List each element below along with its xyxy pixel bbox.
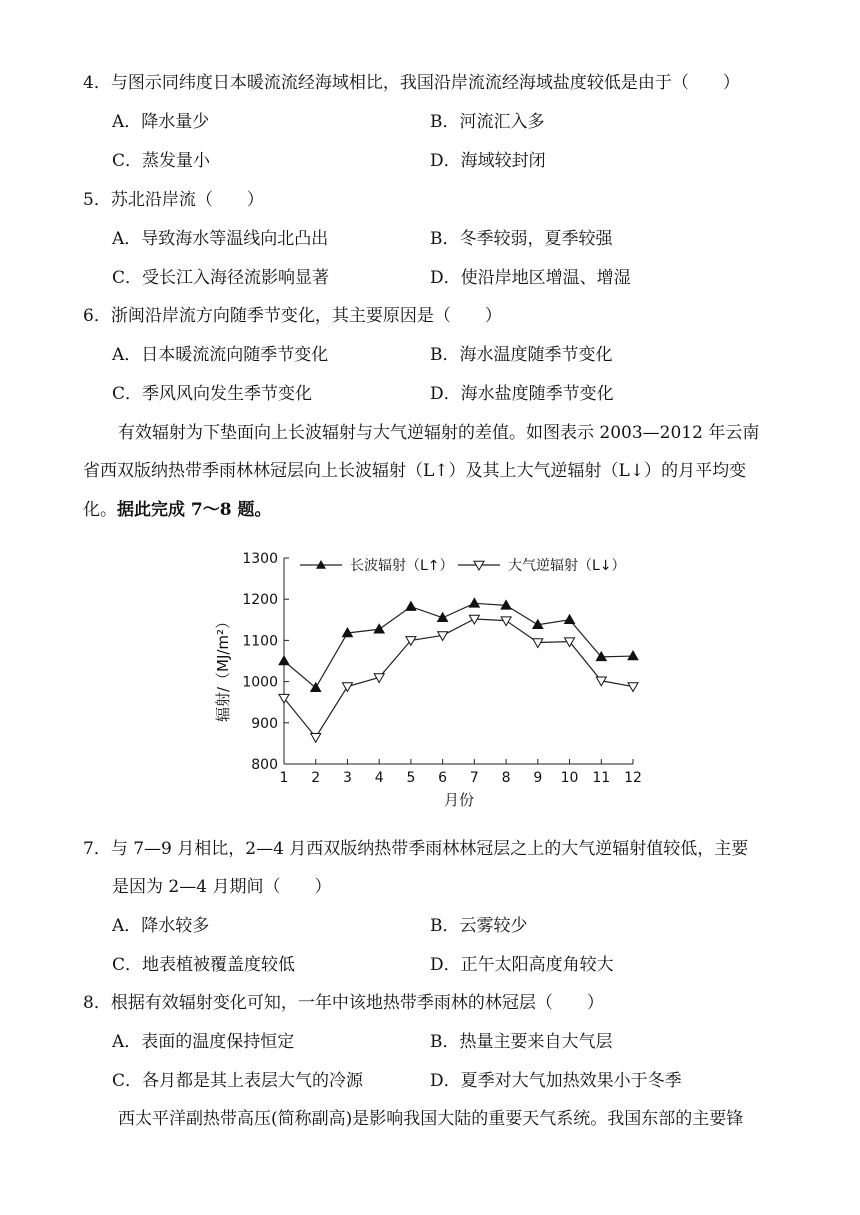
q7-option-b[interactable]: B．云雾较少	[430, 916, 528, 936]
data-point	[628, 683, 638, 692]
q5-option-b[interactable]: B．冬季较弱，夏季较强	[430, 229, 613, 249]
x-tick-label: 2	[311, 770, 321, 786]
intro-paragraph-line-2: 省西双版纳热带季雨林林冠层向上长波辐射（L↑）及其上大气逆辐射（L↓）的月平均变	[83, 461, 747, 481]
y-tick-label: 900	[251, 715, 278, 732]
q6-option-c[interactable]: C．季风风向发生季节变化	[112, 384, 313, 404]
data-point	[311, 733, 321, 742]
y-tick-label: 1200	[242, 592, 278, 609]
data-point	[628, 651, 638, 660]
x-tick-label: 3	[342, 770, 352, 786]
q5-option-d[interactable]: D．使沿岸地区增温、增湿	[430, 268, 631, 288]
data-point	[406, 602, 416, 611]
data-point	[469, 598, 479, 607]
q6-option-a[interactable]: A．日本暖流流向随季节变化	[112, 345, 329, 365]
x-tick-label: 4	[374, 770, 384, 786]
q4-option-d[interactable]: D．海域较封闭	[430, 151, 546, 171]
q5-option-a[interactable]: A．导致海水等温线向北凸出	[112, 229, 329, 249]
chart-ticks	[242, 551, 642, 786]
legend-label: 长波辐射（L↑）	[350, 558, 454, 574]
x-tick-label: 8	[501, 770, 511, 786]
q6-option-d[interactable]: D．海水盐度随季节变化	[430, 384, 614, 404]
series-line	[284, 603, 633, 687]
q8-option-c[interactable]: C．各月都是其上表层大气的冷源	[112, 1071, 364, 1091]
data-point	[374, 624, 384, 633]
x-tick-label: 1	[279, 770, 289, 786]
q6-stem: 6．浙闽沿岸流方向随季节变化，其主要原因是（ ）	[83, 306, 502, 326]
chart-legend	[300, 557, 626, 574]
intro-paragraph-line-1: 有效辐射为下垫面向上长波辐射与大气逆辐射的差值。如图表示 2003—2012 年云南	[118, 423, 760, 443]
q4-option-c[interactable]: C．蒸发量小	[112, 151, 211, 171]
legend-label: 大气逆辐射（L↓）	[508, 558, 626, 574]
q4-stem: 4．与图示同纬度日本暖流流经海域相比，我国沿岸流流经海域盐度较低是由于（ ）	[83, 73, 740, 93]
radiation-line-chart	[200, 540, 670, 825]
x-tick-label: 7	[469, 770, 479, 786]
q8-option-d[interactable]: D．夏季对大气加热效果小于冬季	[430, 1071, 682, 1091]
x-tick-label: 12	[624, 770, 642, 786]
intro-instruction: 据此完成 7～8 题。	[117, 500, 272, 520]
legend-marker	[316, 560, 326, 569]
x-axis-label: 月份	[443, 791, 475, 809]
q8-option-a[interactable]: A．表面的温度保持恒定	[112, 1032, 295, 1052]
q7-option-a[interactable]: A．降水较多	[112, 916, 210, 936]
intro-paragraph-line-3	[83, 499, 783, 521]
q8-option-b[interactable]: B．热量主要来自大气层	[430, 1032, 613, 1052]
q7-stem-line-1: 7．与 7—9 月相比，2—4 月西双版纳热带季雨林林冠层之上的大气逆辐射值较低，主要	[83, 839, 749, 859]
y-tick-label: 1300	[242, 551, 278, 567]
x-tick-label: 10	[560, 770, 579, 786]
chart-series	[279, 598, 638, 742]
data-point	[279, 656, 289, 665]
q5-option-c[interactable]: C．受长江入海径流影响显著	[112, 268, 330, 288]
q7-option-d[interactable]: D．正午太阳高度角较大	[430, 955, 614, 975]
q6-option-b[interactable]: B．海水温度随季节变化	[430, 345, 613, 365]
y-tick-label: 1100	[242, 633, 278, 650]
y-tick-label: 800	[251, 757, 278, 773]
q8-stem: 8．根据有效辐射变化可知，一年中该地热带季雨林的林冠层（ ）	[83, 993, 604, 1013]
x-tick-label: 9	[533, 770, 543, 786]
data-point	[342, 683, 352, 692]
q4-option-a[interactable]: A．降水量少	[112, 112, 210, 132]
data-point	[565, 615, 575, 624]
x-tick-label: 11	[592, 770, 611, 786]
y-axis-label: 辐射/（MJ/m²）	[214, 613, 232, 723]
data-point	[533, 639, 543, 648]
q4-option-b[interactable]: B．河流汇入多	[430, 112, 545, 132]
q7-stem-line-2: 是因为 2—4 月期间（ ）	[112, 877, 332, 897]
q5-stem: 5．苏北沿岸流（ ）	[83, 190, 264, 210]
legend-marker	[474, 561, 484, 570]
data-point	[501, 617, 511, 626]
x-tick-label: 6	[438, 770, 448, 786]
y-tick-label: 1000	[242, 674, 278, 691]
intro-paragraph-text: 化。	[83, 500, 117, 520]
next-paragraph: 西太平洋副热带高压(简称副高)是影响我国大陆的重要天气系统。我国东部的主要锋	[118, 1109, 744, 1129]
x-tick-label: 5	[406, 770, 416, 786]
series-line	[284, 619, 633, 737]
chart-axes	[284, 558, 633, 764]
q7-option-c[interactable]: C．地表植被覆盖度较低	[112, 955, 296, 975]
